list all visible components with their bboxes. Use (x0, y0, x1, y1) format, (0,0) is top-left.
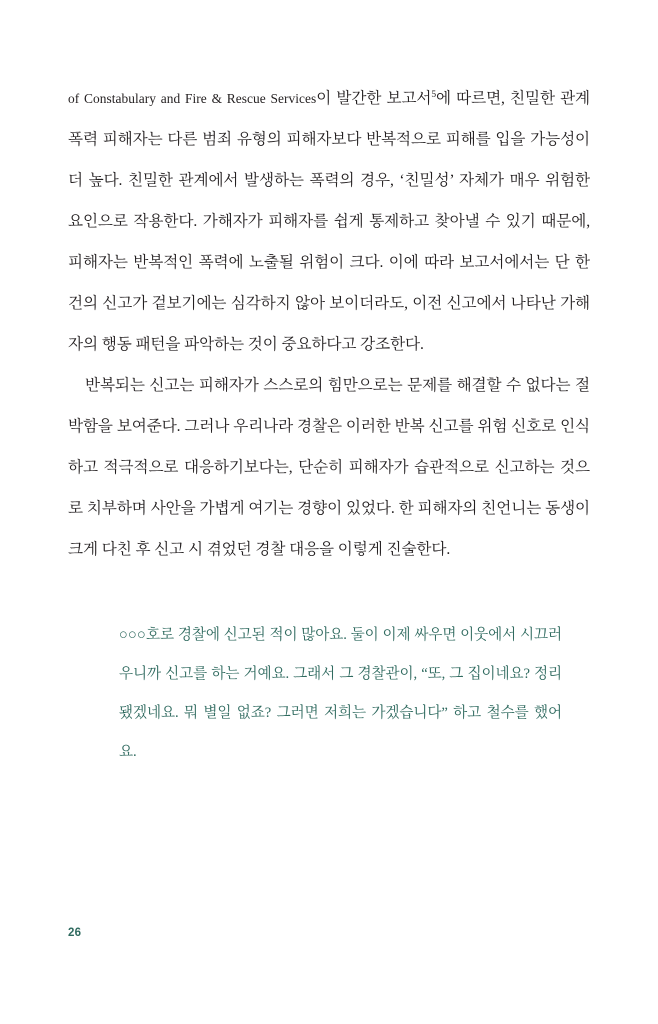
pull-quote (68, 616, 590, 772)
page-number: 26 (68, 927, 82, 939)
paragraph-1-rest: 에 따르면, 친밀한 관계 폭력 피해자는 다른 범죄 유형의 피해자보다 반복적으로 피해를 입을 가능성이 더 높다. 친밀한 관계에서 발생하는 폭력의 경우, ‘친밀성’ 자체가 매우 위험한 요인으로 작용한다. 가해자가 피해자를 쉽게 통제하고 찾아낼 수 있기 때문에, 피해자는 반복적인 폭력에 노출될 위험이 크다. 이에 따라 보고서에서는 단 한 건의 신고가 겉보기에는 심각하지 않아 보이더라도, 이전 신고에서 나타난 가해자의 행동 패턴을 파악하는 것이 중요하다고 강조한다. (68, 90, 590, 353)
paragraph-2: 반복되는 신고는 피해자가 스스로의 힘만으로는 문제를 해결할 수 없다는 절박함을 보여준다. 그러나 우리나라 경찰은 이러한 반복 신고를 위험 신호로 인식하고 적극적으로 대응하기보다는, 단순히 피해자가 습관적으로 신고하는 것으로 치부하며 사안을 가볍게 여기는 경향이 있었다. 한 피해자의 친언니는 동생이 크게 다친 후 신고 시 겪었던 경찰 대응을 이렇게 진술한다. (68, 377, 590, 558)
paragraph-1-latin-lead: of Constabulary and Fire & Rescue Services (68, 91, 317, 106)
paragraph-1 (68, 78, 590, 365)
pull-quote-text: ○○○호로 경찰에 신고된 적이 많아요. 둘이 이제 싸우면 이웃에서 시끄러우니까 신고를 하는 거예요. 그래서 그 경찰관이, “또, 그 집이네요? 정리됐겠네요. 뭐 별일 없죠? 그러면 저희는 가겠습니다” 하고 철수를 했어요. (119, 627, 562, 760)
paragraph-1-after-latin: 이 발간한 보고서 (316, 90, 432, 107)
body-text-column (68, 78, 590, 570)
footnote-marker-5: 5 (431, 89, 437, 100)
